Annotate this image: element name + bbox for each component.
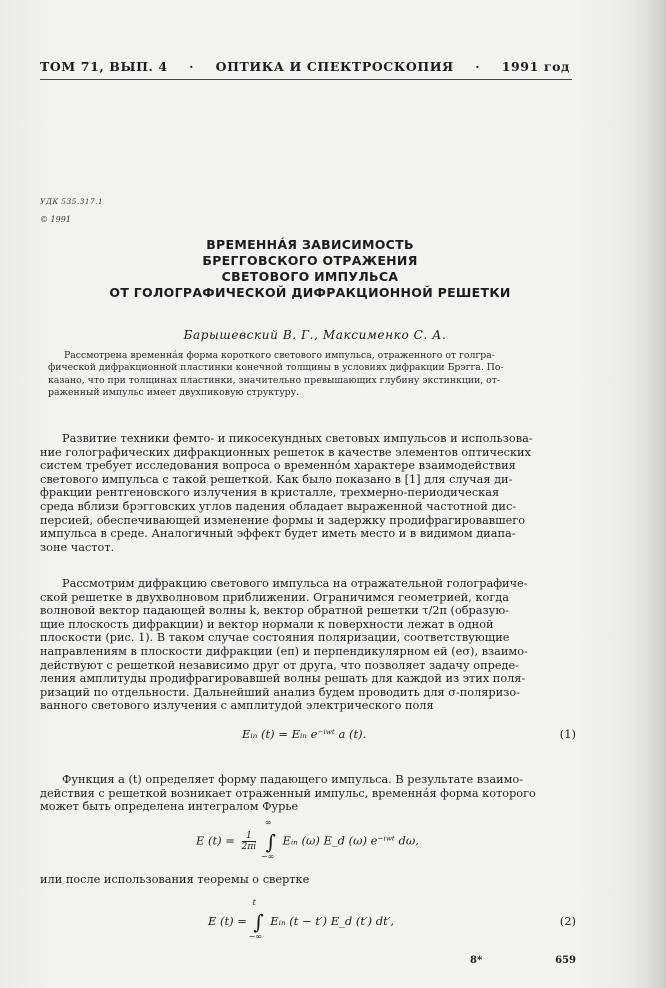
equation-lhs: E (t) =: [208, 914, 247, 928]
text-line: Рассмотрим дифракцию светового импульса на отражательной голографиче-: [62, 577, 528, 590]
text-line: светового импульса с такой решеткой. Как было показано в [1] для случая ди-: [40, 472, 513, 486]
text-line: зоне частот.: [40, 540, 115, 554]
title-line: ОТ ГОЛОГРАФИЧЕСКОЙ ДИФРАКЦИОННОЙ РЕШЕТКИ: [109, 285, 511, 300]
text-line: действуют с решеткой независимо друг от друга, что позволяет задачу опреде-: [40, 658, 519, 672]
page-edge-shadow: [630, 0, 666, 988]
running-header: [40, 56, 570, 76]
text-line: ской решетке в двухволновом приближении. Ограничимся геометрией, когда: [40, 590, 509, 604]
equation-2: [40, 900, 576, 950]
text-line: ние голографических дифракционных решеток в качестве элементов оптических: [40, 445, 531, 459]
text-line: систем требует исследования вопроса о временнóм характере взаимодействия: [40, 459, 516, 473]
fraction-numerator: 1: [242, 831, 257, 842]
text-line: ванного светового излучения с амплитудой электрического поля: [40, 699, 434, 713]
article-title: [40, 237, 580, 301]
text-line: Развитие техники фемто- и пикосекундных световых импульсов и использова-: [62, 432, 533, 445]
header-separator: ·: [475, 58, 481, 74]
equation-expression: Eᵢₙ (t) = Eᵢₙ e⁻ⁱʷᵗ a (t).: [242, 727, 367, 741]
udk-code: УДК 535.317.1: [40, 197, 104, 206]
text-line: Функция a (t) определяет форму падающего импульса. В результате взаимо-: [62, 773, 524, 786]
authors: Барышевский В. Г., Максименко С. А.: [183, 328, 447, 342]
equation-fourier: [40, 813, 576, 863]
abstract-line: казано, что при толщинах пластинки, значительно превышающих глубину экстинкции, от-: [48, 374, 501, 386]
journal-name: ОПТИКА И СПЕКТРОСКОПИЯ: [215, 58, 454, 74]
fraction-denominator: 2πi: [241, 842, 257, 852]
abstract: [48, 350, 576, 400]
text-line: может быть определена интегралом Фурье: [40, 800, 299, 814]
paragraph-intro: [40, 432, 574, 554]
page-number: 659: [555, 955, 576, 966]
integral-lower-limit: −∞: [248, 932, 262, 941]
integrand: Eᵢₙ (ω) E_d (ω) e⁻ⁱʷᵗ dω,: [282, 833, 419, 848]
equation-number: (1): [559, 727, 576, 741]
text-line: плоскости (рис. 1). В таком случае состояния поляризации, соответствующие: [40, 631, 510, 645]
year: 1991 год: [501, 58, 570, 74]
text-line: персией, обеспечивающей изменение формы и задержку продифрагировавшего: [40, 513, 526, 527]
volume-issue: ТОМ 71, ВЫП. 4: [40, 58, 168, 74]
integrand: Eᵢₙ (t − t′) E_d (t′) dt′,: [270, 914, 394, 928]
title-line: БРЕГГОВСКОГО ОТРАЖЕНИЯ: [202, 253, 418, 268]
text-line: фракции рентгеновского излучения в кристалле, трехмерно-периодическая: [40, 486, 500, 500]
equation-expression: [208, 898, 394, 941]
abstract-line: фической дифракционной пластинки конечной толщины в условиях дифракции Брэгга. По-: [48, 362, 504, 374]
text-line: ризаций по отдельности. Дальнейший анализ будем проводить для σ-поляризо-: [40, 685, 520, 699]
text-line: действия с решеткой возникает отраженный импульс, временнáя форма которого: [40, 786, 536, 800]
paragraph-model: [40, 577, 574, 713]
paragraph-fourier: [40, 773, 574, 814]
copyright: © 1991: [40, 215, 71, 224]
integral-lower-limit: −∞: [260, 851, 275, 861]
fraction: [242, 831, 257, 852]
integral-sign: [248, 898, 267, 941]
header-rule: [40, 79, 572, 80]
text-line: ления амплитуды продифрагировавшей волны решать для каждой из этих поля-: [40, 672, 526, 686]
abstract-line: раженный импульс имеет двухпиковую структуру.: [48, 387, 300, 399]
text-line: щие плоскость дифракции) и вектор нормали к поверхности лежат в одной: [40, 617, 494, 631]
equation-number: (2): [559, 914, 576, 928]
text-line: направлениям в плоскости дифракции (eπ) и перпендикулярном ей (eσ), взаимо-: [40, 644, 528, 658]
text-line: или после использования теоремы о свертке: [40, 873, 310, 886]
text-line: импульса в среде. Аналогичный эффект будет иметь место и в видимом диапа-: [40, 527, 516, 541]
integral-upper-limit: t: [252, 898, 256, 907]
title-line: СВЕТОВОГО ИМПУЛЬСА: [221, 269, 399, 284]
text-line: волновой вектор падающей волны k, вектор обратной решетки τ/2π (образую-: [40, 604, 509, 618]
integral-sign: [260, 817, 279, 861]
header-separator: ·: [189, 58, 195, 74]
equation-1: [40, 725, 576, 743]
integral-upper-limit: ∞: [264, 817, 272, 827]
signature-mark: 8*: [470, 955, 483, 966]
equation-lhs: E (t) =: [196, 833, 235, 848]
text-line: среда вблизи брэгговских углов падения обладает выраженной частотной дис-: [40, 499, 517, 513]
abstract-line: Рассмотрена временнáя форма короткого светового импульса, отраженного от голгра-: [64, 350, 495, 361]
integral-symbol: ∫: [265, 829, 276, 854]
equation-expression: [196, 817, 419, 861]
integral-symbol: ∫: [253, 910, 264, 934]
title-line: ВРЕМЕННÁЯ ЗАВИСИМОСТЬ: [206, 237, 414, 252]
